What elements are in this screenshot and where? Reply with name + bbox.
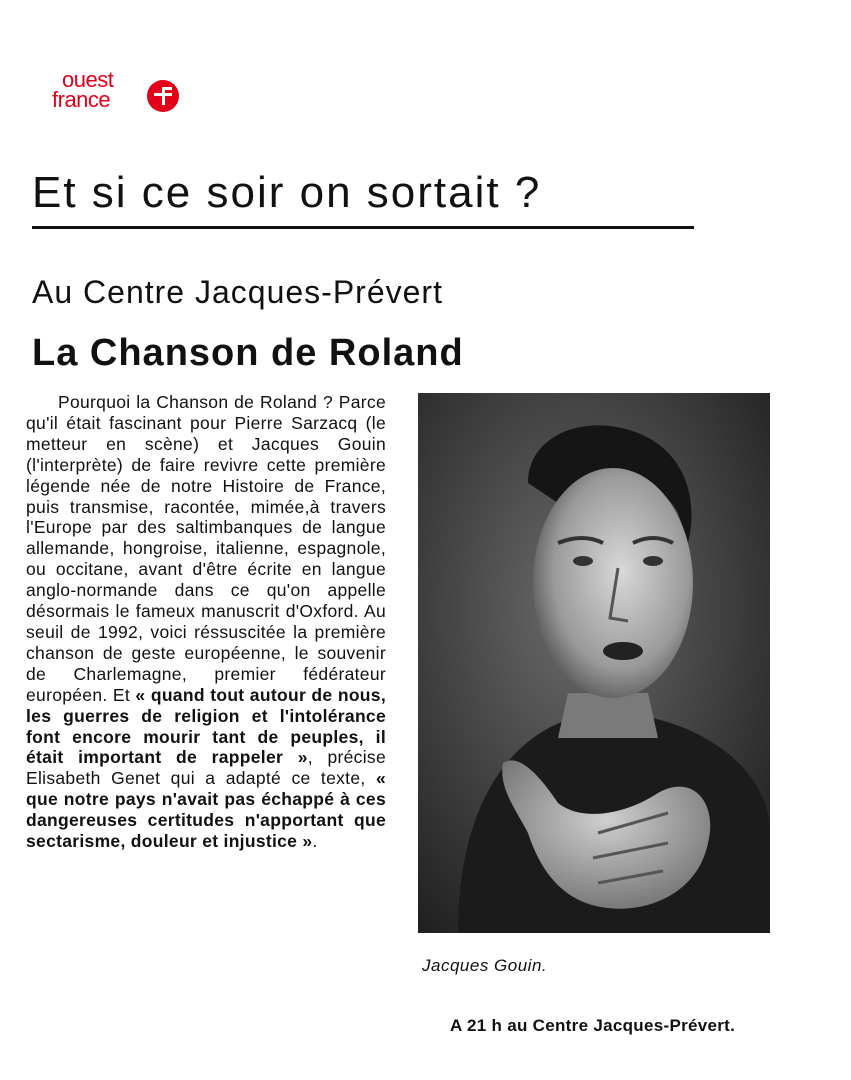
photo-caption: Jacques Gouin.: [422, 956, 548, 975]
article-text-1: Pourquoi la Chanson de Roland ? Parce qu'il était fascinant pour Pierre Sarzacq (le metteur en scène) et Jacques Gouin (l'interprète) de faire revivre cette première légende née de notre Histoire de France, puis transmise, racontée, mimée,à travers l'Europe par des saltimbanques de langue allemande, hongroise, italienne, espagnole, ou occitane, avant d'être écrite en langue anglo-normande dans ce qu'on appelle désormais le fameux manuscrit d'Oxford. Au seuil de 1992, voici réssuscitée la première chanson de geste européenne, le souvenir de Charlemagne, premier fédérateur européen. Et: [26, 392, 386, 705]
article-text-3: .: [312, 831, 318, 852]
event-info: [422, 1015, 782, 1037]
article-body: [26, 392, 386, 852]
rubric-rule: [32, 226, 694, 229]
article-kicker: Au Centre Jacques-Prévert: [32, 274, 443, 310]
portrait-image: [418, 393, 770, 933]
article-quote-1: « quand tout autour de nous, les guerres de religion et l'intolérance font encore mourir tant de peuples, il était important de rappeler »: [26, 684, 386, 768]
event-info-text: A 21 h au Centre Jacques-Prévert.: [450, 1016, 736, 1035]
article-quote-2: « que notre pays n'avait pas échappé à ces dangereuses certitudes n'apportant que sectarisme, douleur et injustice »: [26, 768, 386, 852]
section-rubric: Et si ce soir on sortait ?: [32, 168, 542, 217]
portrait-photo: [418, 393, 770, 933]
logo-line-2: france: [52, 87, 111, 112]
logo-line-1: ouest: [62, 67, 114, 92]
logo-wordmark: [52, 67, 114, 112]
article-text-2: , précise Elisabeth Genet qui a adapté ce texte,: [26, 747, 386, 789]
ouest-france-logo: [52, 67, 192, 120]
logo-mark-icon: [147, 80, 179, 112]
article-headline: La Chanson de Roland: [32, 332, 464, 374]
